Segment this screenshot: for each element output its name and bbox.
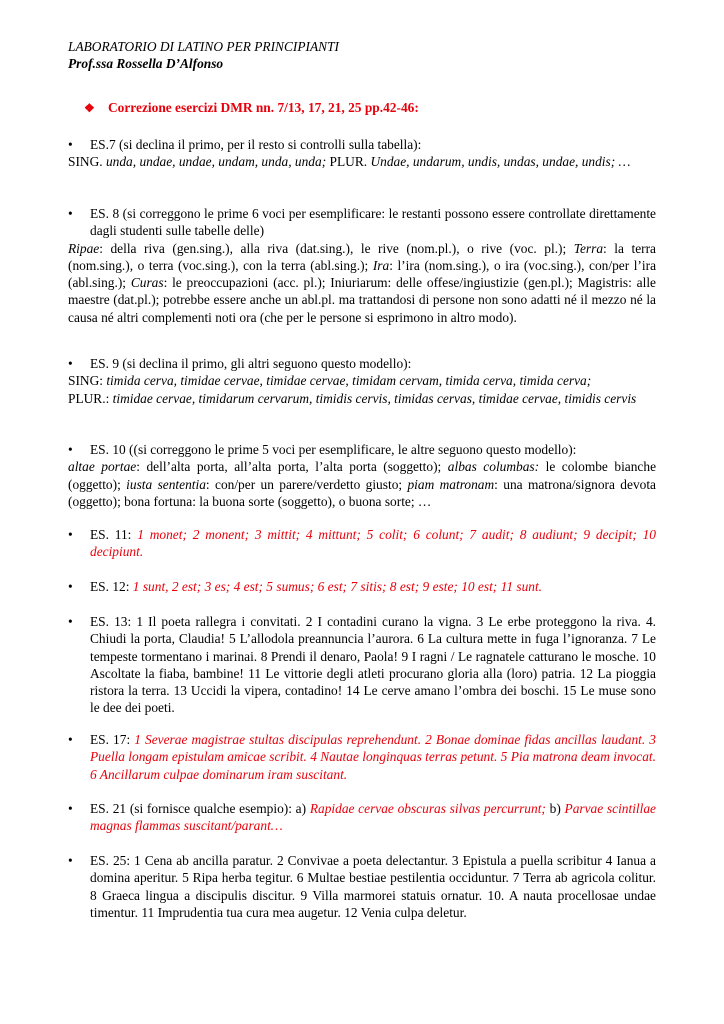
exercise-11-answer: 1 monet; 2 monent; 3 mittit; 4 mittunt; 5 colit; 6 colunt; 7 audit; 8 audiunt; 9 decipit; 10 decipiunt.: [90, 527, 656, 560]
plur-label: PLUR.:: [68, 390, 110, 406]
exercise-9-sing: [68, 372, 656, 389]
exercise-25: [68, 852, 656, 921]
definition: : una matrona/signora devota (oggetto); bona fortuna: la buona sorte (soggetto), o buona sorte; …: [68, 476, 657, 509]
example-a: Rapidae cervae obscuras silvas percurrunt;: [309, 801, 546, 816]
exercise-7: [68, 136, 656, 171]
exercise-11: [68, 526, 656, 561]
definition: : le preoccupazioni (acc. pl.); Iniuriarum: delle offese/ingiustizie (gen.pl.); Magistris: alle maestre (dat.pl.); potrebbe essere anche un abl.pl. ma trattandosi di persone non sono adatti né il mezzo né la causa né altri complementi noti ora (che per le persone si esprimono in altro modo).: [68, 275, 656, 325]
exercise-label: ES. 17:: [90, 732, 131, 747]
section-title-text: Correzione esercizi DMR nn. 7/13, 17, 21, 25 pp.42-46:: [108, 100, 419, 115]
diamond-bullet-icon: ❖: [84, 101, 95, 115]
term: Terra: [573, 240, 604, 256]
term: Curas: [130, 275, 164, 291]
exercise-9-plur: [68, 390, 656, 407]
sing-forms: timida cerva, timidae cervae, timidae cervae, timidam cervam, timida cerva, timida cerva;: [106, 373, 592, 389]
term: iusta sententia: [126, 476, 206, 492]
term: piam matronam: [407, 476, 495, 492]
exercise-13: [68, 613, 656, 717]
bullet-icon: •: [68, 356, 73, 371]
term: Ira: [372, 257, 390, 273]
exercise-9-heading: ES. 9 (si declina il primo, gli altri seguono questo modello):: [90, 356, 412, 371]
exercise-10-heading: ES. 10 ((si correggono le prime 5 voci per esemplificare, le altre seguono questo modello):: [90, 442, 577, 457]
course-title: LABORATORIO DI LATINO PER PRINCIPIANTI: [68, 39, 340, 54]
exercise-label: ES. 21 (si fornisce qualche esempio): a): [90, 801, 307, 816]
exercise-8-body: [68, 240, 656, 326]
bullet-icon: •: [68, 732, 73, 747]
exercise-10-body: [68, 458, 656, 510]
bullet-icon: •: [68, 137, 73, 152]
exercise-label: ES. 11:: [90, 527, 132, 542]
exercise-10: [68, 441, 656, 510]
exercise-7-heading: ES.7 (si declina il primo, per il resto si controlli sulla tabella):: [90, 137, 422, 152]
exercise-21: [68, 800, 656, 835]
bullet-icon: •: [68, 801, 73, 816]
author-name: Prof.ssa Rossella D’Alfonso: [68, 56, 224, 71]
bullet-icon: •: [68, 853, 73, 868]
document-header: [68, 38, 339, 72]
sing-label: SING:: [68, 373, 103, 389]
example-b: Parvae scintillae magnas flammas suscitant/parant…: [90, 801, 657, 834]
definition: : la terra (nom.sing.), o terra (voc.sing.), con la terra (abl.sing.);: [68, 240, 656, 273]
exercise-12: [68, 578, 656, 595]
exercise-8-heading: ES. 8 (si correggono le prime 6 voci per esemplificare: le restanti possono essere controllate direttamente dagli studenti sulle tabelle delle): [90, 206, 656, 239]
definition: le colombe bianche (oggetto);: [68, 459, 657, 492]
plur-label: PLUR.: [329, 154, 368, 170]
exercise-17-answer: 1 Severae magistrae stultas discipulas reprehendunt. 2 Bonae dominae fidas ancillas laudant. 3 Puella longam epistulam amicae scribit. 4 Nautae longinquas terras petunt. 5 Pia matrona deam invocat. 6 Ancillarum culpae dominarum iram suscitant.: [90, 732, 656, 782]
plur-forms: timidae cervae, timidarum cervarum, timidis cervis, timidas cervas, timidae cervae, timidis cervis: [112, 390, 637, 406]
exercise-7-body: [68, 153, 656, 170]
definition: : dell’alta porta, all’alta porta, l’alta porta (soggetto);: [136, 459, 448, 475]
bullet-icon: •: [68, 206, 73, 221]
section-title: [84, 100, 419, 116]
term: altae portae: [68, 459, 137, 475]
term: Ripae: [68, 240, 100, 256]
term: albas columbas:: [447, 459, 540, 475]
sing-label: SING.: [68, 154, 103, 170]
exercise-9: [68, 355, 656, 407]
exercise-8: [68, 205, 656, 326]
sing-forms: unda, undae, undae, undam, unda, unda;: [105, 154, 327, 170]
definition: : della riva (gen.sing.), alla riva (dat.sing.), le rive (nom.pl.), o rive (voc. pl.);: [99, 240, 574, 256]
exercise-17: [68, 731, 656, 783]
bullet-icon: •: [68, 614, 73, 629]
bullet-icon: •: [68, 527, 73, 542]
bullet-icon: •: [68, 442, 73, 457]
example-b-label: b): [549, 801, 561, 816]
exercise-25-text: ES. 25: 1 Cena ab ancilla paratur. 2 Convivae a poeta delectantur. 3 Epistula a puella scribitur 4 Ianua a domina aperitur. 5 Ripa herba tegitur. 6 Multae bestiae pestilentia occiduntur. 7 Terra ab agricola colitur. 8 Graeca lingua a discipulis discitur. 9 Villa marmorei statuis ornatur. 10. A nauta procellosae undae timentur. 11 Imprudentia tua cura mea augetur. 12 Venia culpa deletur.: [90, 853, 656, 920]
exercise-12-answer: 1 sunt, 2 est; 3 es; 4 est; 5 sumus; 6 est; 7 sitis; 8 est; 9 este; 10 est; 11 sunt.: [132, 579, 543, 594]
bullet-icon: •: [68, 579, 73, 594]
exercise-label: ES. 12:: [90, 579, 130, 594]
exercise-13-text: ES. 13: 1 Il poeta rallegra i convitati. 2 I contadini curano la vigna. 3 Le erbe proteggono la riva. 4. Chiudi la porta, Claudia! 5 L’allodola preannuncia l’aurora. 6 La cultura mette in fuga l’ignoranza. 7 Le tempeste tormentano i marinai. 8 Prendi il denaro, Paola! 9 I ragni / Le ragnatele catturano le mosche. 10 Ascoltate la fiaba, bambine! 11 Le vittorie degli atleti procurano gloria alla (loro) patria. 12 La pioggia ristora la terra. 13 Uccidi la vipera, contadino! 14 Le cerve amano l’ombra dei boschi. 15 Le muse sono le dee dei poeti.: [90, 614, 656, 716]
definition: : con/per un parere/verdetto giusto;: [205, 476, 408, 492]
plur-forms: Undae, undarum, undis, undas, undae, undis; …: [370, 154, 631, 170]
definition: : l’ira (nom.sing.), o ira (voc.sing.), con/per l’ira (abl.sing.);: [68, 257, 657, 291]
